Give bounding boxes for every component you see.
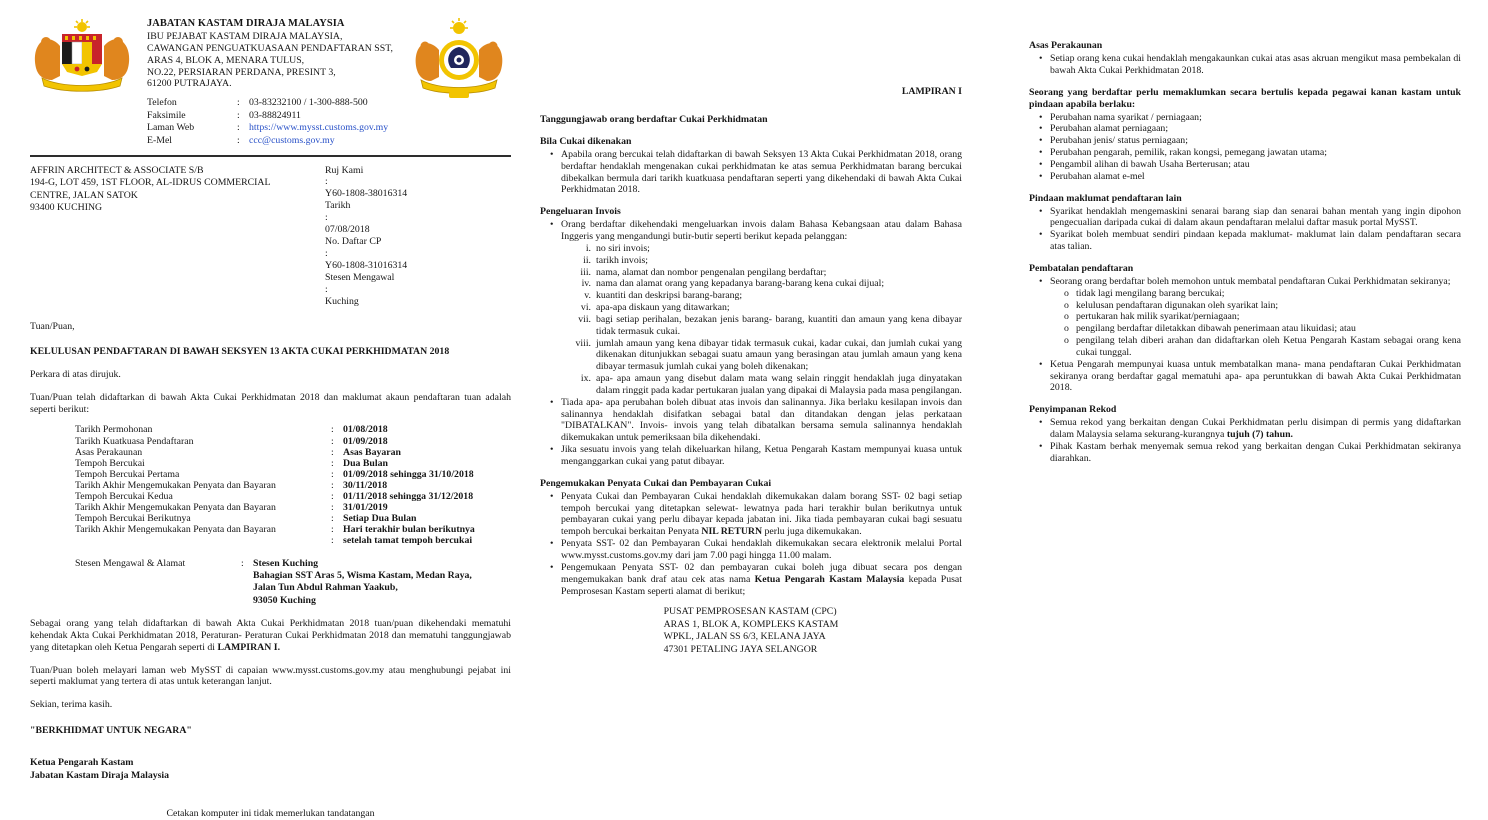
list-item bbox=[550, 149, 962, 196]
department-address bbox=[147, 31, 403, 91]
list-marker: • bbox=[1039, 147, 1043, 159]
letter-page bbox=[30, 0, 511, 820]
kv-label: E-Mel bbox=[147, 134, 173, 146]
list-item bbox=[1064, 288, 1461, 300]
text-line: 61200 PUTRAJAYA. bbox=[147, 78, 232, 90]
key-value-row bbox=[75, 436, 511, 447]
list-text: tarikh invois; bbox=[596, 254, 648, 266]
list-marker: • bbox=[1039, 170, 1043, 182]
list-text: Perubahan jenis/ status perniagaan; bbox=[1050, 135, 1188, 147]
kv-value-link[interactable]: ccc@customs.gov.my bbox=[249, 134, 335, 146]
key-value-row bbox=[75, 458, 511, 469]
kv-value: Y60-1808-31016314 bbox=[325, 260, 408, 271]
bullet-list bbox=[540, 149, 962, 196]
kv-label: No. Daftar CP bbox=[325, 236, 382, 248]
registration-details-table bbox=[75, 424, 511, 546]
kv-colon: : bbox=[331, 501, 334, 513]
kv-label: Telefon bbox=[147, 97, 177, 109]
kv-label: Tempoh Bercukai bbox=[75, 457, 145, 469]
list-marker: iv. bbox=[581, 278, 591, 290]
kv-colon: : bbox=[237, 109, 240, 121]
kv-label: Tarikh Akhir Mengemukakan Penyata dan Bayaran bbox=[75, 479, 276, 491]
key-value-row bbox=[75, 524, 511, 535]
list-text: Penyata SST- 02 dan Pembayaran Cukai hendaklah dikemukakan secara elektronik melalui Portal www.mysst.customs.gov.my dari jam 7.00 pagi hingga 11.00 malam. bbox=[561, 538, 962, 561]
list-text: Tiada apa- apa perubahan boleh dibuat atas invois dan salinannya. Jika berlaku kesilapan invois dan salinannya hendaklah disifatkan sebagai batal dan ditandakan dengan jelas perkataan "DIBATALKAN". Invois- invois yang telah dibatalkan bersama semula salinannya hendaklah dikemukakan untuk pemeriksaan bila dikehendaki. bbox=[561, 396, 962, 444]
text-line: NO.22, PERSIARAN PERDANA, PRESINT 3, bbox=[147, 66, 336, 78]
list-item bbox=[1064, 323, 1461, 335]
list-marker: vi. bbox=[580, 302, 591, 314]
letterhead-text bbox=[134, 18, 407, 148]
kv-colon: : bbox=[331, 435, 334, 447]
kv-label: Stesen Mengawal bbox=[325, 271, 395, 283]
list-item bbox=[1039, 206, 1461, 230]
list-text: pertukaran hak milik syarikat/perniagaan; bbox=[1076, 311, 1240, 323]
list-item bbox=[569, 278, 962, 290]
list-item bbox=[550, 219, 962, 397]
text-line: PUSAT PEMPROSESAN KASTAM (CPC) bbox=[663, 606, 837, 618]
list-item bbox=[1039, 441, 1461, 465]
text-line: 194-G, LOT 459, 1ST FLOOR, AL-IDRUS COMMERCIAL bbox=[30, 177, 271, 189]
list-marker: • bbox=[550, 396, 554, 408]
sub-list bbox=[561, 243, 962, 397]
section-when-tax bbox=[540, 136, 962, 196]
list-text: Setiap orang kena cukai hendaklah mengakaunkan cukai atas asas akruan mengikut masa pembekalan di bawah Akta Cukai Perkhidmatan 2018. bbox=[1050, 52, 1461, 76]
kv-value: 07/08/2018 bbox=[325, 224, 370, 236]
text-line: 93050 Kuching bbox=[253, 594, 316, 606]
kv-label: Tarikh Akhir Mengemukakan Penyata dan Bayaran bbox=[75, 524, 276, 535]
key-value-row bbox=[75, 469, 511, 480]
contact-table bbox=[147, 97, 403, 147]
key-value-row bbox=[325, 236, 511, 272]
kv-colon: : bbox=[237, 97, 240, 109]
list-marker: ix. bbox=[580, 373, 591, 385]
list-marker: • bbox=[1039, 417, 1043, 429]
bullet-list bbox=[540, 219, 962, 468]
paragraph-refer: Perkara di atas dirujuk. bbox=[30, 368, 121, 380]
key-value-row bbox=[325, 272, 511, 308]
addressee-block bbox=[30, 165, 325, 308]
list-text: apa-apa diskaun yang ditawarkan; bbox=[596, 302, 730, 314]
kv-label: Laman Web bbox=[147, 122, 195, 134]
list-marker: • bbox=[550, 490, 554, 502]
list-item bbox=[1039, 53, 1461, 77]
list-text: Apabila orang bercukai telah didaftarkan di bawah Seksyen 13 Akta Cukai Perkhidmatan 2018, orang berdaftar hendaklah mengenakan cukai perkhidmatan ke atas semua Perkhidmatan barang bercukai dibekalkan bermula dari tarikh kuatkuasa pendaftaran seperti yang dikehendaki di bawah Akta Cukai Perkhidmatan 2018. bbox=[561, 148, 962, 196]
kv-value: Hari terakhir bulan berikutnya bbox=[343, 524, 475, 535]
text-line: ARAS 1, BLOK A, KOMPLEKS KASTAM bbox=[663, 618, 839, 630]
list-text: Perubahan alamat perniagaan; bbox=[1050, 123, 1169, 135]
list-text: nama, alamat dan nombor pengenalan pengilang berdaftar; bbox=[596, 266, 827, 278]
section-cancellation bbox=[1029, 263, 1461, 394]
lampiran-label: LAMPIRAN I bbox=[901, 86, 962, 97]
salutation: Tuan/Puan, bbox=[30, 320, 75, 332]
station-label: Stesen Mengawal & Alamat bbox=[75, 558, 186, 570]
kv-value: 01/11/2018 sehingga 31/12/2018 bbox=[343, 490, 474, 502]
section-heading: Pindaan maklumat pendaftaran lain bbox=[1029, 192, 1182, 204]
kv-value: Setiap Dua Bulan bbox=[343, 512, 417, 524]
list-marker: • bbox=[1039, 135, 1043, 147]
list-item bbox=[569, 338, 962, 374]
list-item bbox=[550, 562, 962, 598]
section-accounting bbox=[1029, 40, 1461, 77]
slogan: "BERKHIDMAT UNTUK NEGARA" bbox=[30, 725, 192, 737]
kv-colon: : bbox=[325, 248, 328, 260]
list-text: Syarikat hendaklah mengemaskini senarai barang siap dan senarai bahan mentah yang ingin dipohon pengecualian daripada cukai di dalam akaun pendaftaran melalui daftar masuk portal MySST. bbox=[1050, 205, 1461, 229]
list-text: tidak lagi mengilang barang bercukai; bbox=[1076, 287, 1225, 299]
text-line: Jalan Tun Abdul Rahman Yaakub, bbox=[253, 582, 398, 594]
key-value-row bbox=[75, 491, 511, 502]
key-value-row bbox=[325, 200, 511, 236]
key-value-row bbox=[147, 97, 403, 110]
key-value-row bbox=[75, 535, 511, 546]
kv-value-link[interactable]: https://www.mysst.customs.gov.my bbox=[249, 122, 389, 134]
list-text: no siri invois; bbox=[596, 242, 650, 254]
list-text: nama dan alamat orang yang kepadanya barang-barang kena cukai dijual; bbox=[596, 278, 885, 290]
list-marker: o bbox=[1064, 311, 1069, 323]
kv-colon: : bbox=[331, 457, 334, 469]
list-text: Penyata Cukai dan Pembayaran Cukai hendaklah dikemukakan dalam borang SST- 02 bagi setiap tempoh bercukai yang ditetapkan selewat- lewatnya pada hari terakhir bulan berikutnya untuk pembayaran cukai yang perlu dibayar kepada jabatan ini. Jika tiada pembayaran cukai bagi sesuatu tempoh bercukai berkaitan Penyata NIL RETURN perlu juga dikemukakan. bbox=[561, 490, 962, 538]
list-marker: viii. bbox=[575, 337, 591, 349]
section-amendment bbox=[1029, 193, 1461, 253]
list-text: apa- apa amaun yang disebut dalam mata wang selain ringgit hendaklah juga dinyatakan dalam ringgit pada kadar pertukaran jualan yang dipakai di Malaysia pada masa pengilangan. bbox=[596, 373, 962, 396]
list-item bbox=[550, 444, 962, 468]
kv-value: 30/11/2018 bbox=[343, 479, 388, 491]
kv-value: 03-83232100 / 1-300-888-500 bbox=[249, 97, 368, 109]
key-value-row bbox=[147, 110, 403, 123]
list-text: Orang berdaftar dikehendaki mengeluarkan invois dalam Bahasa Kebangsaan atau dalam Bahasa Inggeris yang mengandungi butir-butir seperti berikut kepada pelanggan: i. no siri invois; ii. tarikh invois; iii. nama, alamat dan nombor pengenalan pengilang berdaftar; iv. nama dan alamat orang yang kepadanya barang-barang kena cukai dijual; v. kuantiti dan deskripsi barang-barang; vi. apa-apa diskaun yang ditawarkan; vii. bagi setiap perihalan, bezakan jenis barang- barang, kuantiti dan amaun yang kena dibayar tidak termasuk cukai. viii. jumlah amaun yang kena dibayar tidak termasuk cukai, kadar cukai, dan jumlah cukai yang dikenakan ditunjukkan sebagai suatu amaun yang berasingan atau jumlah amaun yang kena dibayar termasuk jumlah cukai yang boleh dikenakan; ix. apa- apa amaun yang disebut dalam mata wang selain ringgit hendaklah juga dinyatakan dalam ringgit pada kadar pertukaran jualan yang dipakai di Malaysia pada masa pengilangan. bbox=[561, 219, 962, 396]
kv-label: Tarikh Akhir Mengemukakan Penyata dan Bayaran bbox=[75, 501, 276, 513]
bullet-list bbox=[1029, 417, 1461, 464]
list-marker: • bbox=[1039, 275, 1043, 287]
signer-title: Ketua Pengarah Kastam bbox=[30, 757, 134, 769]
list-marker: • bbox=[1039, 229, 1043, 241]
kv-colon: : bbox=[237, 122, 240, 134]
list-marker: o bbox=[1064, 299, 1069, 311]
paragraph-comply: Sebagai orang yang telah didaftarkan di bawah Akta Cukai Perkhidmatan 2018 tuan/puan dikehendaki mematuhi kehendak Akta Cukai Perkhidmatan 2018, Peraturan- Peraturan Cukai Perkhidmatan 2018 dan mematuhi tanggungjawab yang ditetapkan oleh Ketua Pengarah seperti di LAMPIRAN I. bbox=[30, 617, 511, 653]
text-line: CENTRE, JALAN SATOK bbox=[30, 189, 138, 201]
section-invoice bbox=[540, 206, 962, 468]
kv-value: 03-88824911 bbox=[249, 109, 301, 121]
list-text: Seorang orang berdaftar boleh memohon untuk membatal pendaftaran Cukai Perkhidmatan sekiranya; o tidak lagi mengilang barang bercukai; o kelulusan pendaftaran digunakan oleh syarikat lain; o pertukaran hak milik syarikat/perniagaan; o pengilang berdaftar diletakkan dibawah penerimaan atau likuidasi; atau o pengilang telah diberi arahan dan didaftarkan oleh Ketua Pengarah Kastam sebagai orang kena cukai tunggal. bbox=[1050, 275, 1461, 358]
section-notify bbox=[1029, 87, 1461, 183]
station-colon: : bbox=[241, 558, 244, 570]
list-text: pengilang telah diberi arahan dan didaftarkan oleh Ketua Pengarah Kastam sebagai orang kena cukai tunggal. bbox=[1076, 335, 1461, 358]
list-item bbox=[569, 255, 962, 267]
lampiran-page-2 bbox=[1029, 0, 1461, 465]
list-item bbox=[1039, 417, 1461, 441]
kv-label: Tempoh Bercukai Pertama bbox=[75, 468, 180, 480]
list-marker: • bbox=[1039, 111, 1043, 123]
lampiran-title: Tanggungjawab orang berdaftar Cukai Perkhidmatan bbox=[540, 113, 768, 125]
list-marker: o bbox=[1064, 323, 1069, 335]
controlling-station-block bbox=[75, 558, 511, 607]
list-marker: • bbox=[1039, 52, 1043, 64]
kv-colon: : bbox=[325, 176, 328, 188]
list-text: kuantiti dan deskripsi barang-barang; bbox=[596, 290, 743, 302]
paragraph-website: Tuan/Puan boleh melayari laman web MySST di capaian www.mysst.customs.gov.my atau menghubungi pejabat ini seperti maklumat yang tertera di atas untuk keterangan lanjut. bbox=[30, 664, 511, 688]
list-marker: o bbox=[1064, 335, 1069, 347]
list-item bbox=[1064, 300, 1461, 312]
kv-colon: : bbox=[331, 468, 334, 480]
sub-list bbox=[1050, 288, 1461, 359]
kv-colon: : bbox=[331, 490, 334, 502]
kv-label: Tarikh bbox=[325, 200, 351, 212]
list-text: Pengemukaan Penyata SST- 02 dan pembayaran cukai boleh juga dibuat secara pos dengan mengemukakan bank draf atau cek atas nama Ketua Pengarah Kastam Malaysia kepada Pusat Pemprosesan Kastam seperti alamat di berikut; bbox=[561, 561, 963, 597]
list-text: Pengambil alihan di bawah Usaha Berterusan; atau bbox=[1050, 158, 1250, 170]
bullet-list bbox=[540, 491, 962, 598]
kv-value: Y60-1808-38016314 bbox=[325, 188, 408, 200]
list-item bbox=[569, 302, 962, 314]
text-line: CAWANGAN PENGUATKUASAAN PENDAFTARAN SST, bbox=[147, 42, 393, 54]
kv-label bbox=[75, 535, 331, 546]
kv-colon: : bbox=[331, 424, 334, 436]
list-marker: i. bbox=[585, 242, 591, 254]
list-marker: o bbox=[1064, 287, 1069, 299]
text-line: AFFRIN ARCHITECT & ASSOCIATE S/B bbox=[30, 164, 204, 176]
text-line: 47301 PETALING JAYA SELANGOR bbox=[663, 643, 818, 655]
list-item bbox=[1039, 359, 1461, 395]
list-text: Ketua Pengarah mempunyai kuasa untuk membatalkan mana- mana pendaftaran Cukai Perkhidmatan sekiranya orang berdaftar gagal mematuhi apa- apa peruntukkan di bawah Akta Cukai Perkhidmatan 2018. bbox=[1050, 358, 1461, 394]
section-records bbox=[1029, 404, 1461, 464]
list-text: pengilang berdaftar diletakkan dibawah penerimaan atau likuidasi; atau bbox=[1076, 323, 1356, 335]
kv-colon: : bbox=[331, 512, 334, 524]
list-item bbox=[569, 290, 962, 302]
kv-colon: : bbox=[325, 283, 328, 295]
key-value-row bbox=[325, 165, 511, 201]
kv-label: Asas Perakaunan bbox=[75, 446, 143, 458]
key-value-row bbox=[75, 447, 511, 458]
lampiran-page-1 bbox=[540, 0, 962, 657]
kv-value: setelah tamat tempoh bercukai bbox=[343, 535, 473, 547]
kv-label: Tarikh Kuatkuasa Pendaftaran bbox=[75, 435, 194, 447]
list-item bbox=[1039, 135, 1461, 147]
list-marker: v. bbox=[584, 290, 591, 302]
list-item bbox=[1064, 335, 1461, 359]
bullet-list bbox=[1029, 112, 1461, 183]
list-text: Pihak Kastam berhak menyemak semua rekod yang berkaitan dengan Cukai Perkhidmatan sekiranya diarahkan. bbox=[1050, 440, 1461, 464]
section-heading: Bila Cukai dikenakan bbox=[540, 135, 632, 147]
kv-value: 01/09/2018 sehingga 31/10/2018 bbox=[343, 468, 474, 480]
section-heading: Pembatalan pendaftaran bbox=[1029, 262, 1134, 274]
bullet-list bbox=[1029, 276, 1461, 394]
list-item bbox=[569, 373, 962, 397]
list-item bbox=[569, 243, 962, 255]
list-text: kelulusan pendaftaran digunakan oleh syarikat lain; bbox=[1076, 299, 1279, 311]
computer-generated-note: Cetakan komputer ini tidak memerlukan tandatangan bbox=[166, 807, 375, 819]
text-line: WPKL, JALAN SS 6/3, KELANA JAYA bbox=[663, 631, 826, 643]
list-marker: iii. bbox=[580, 266, 591, 278]
list-item bbox=[550, 397, 962, 444]
text-line: Bahagian SST Aras 5, Wisma Kastam, Medan Raya, bbox=[253, 570, 472, 582]
list-item bbox=[1039, 147, 1461, 159]
list-marker: • bbox=[1039, 158, 1043, 170]
list-item bbox=[1064, 311, 1461, 323]
kv-label: Tempoh Bercukai Berikutnya bbox=[75, 512, 191, 524]
list-item bbox=[569, 314, 962, 338]
malaysia-coat-of-arms-icon bbox=[30, 18, 134, 94]
section-heading: Pengeluaran Invois bbox=[540, 206, 621, 218]
list-item bbox=[1039, 112, 1461, 124]
list-item bbox=[1039, 171, 1461, 183]
cpc-address-block bbox=[664, 606, 839, 656]
list-item bbox=[569, 267, 962, 279]
kv-value: Kuching bbox=[325, 295, 359, 307]
list-marker: • bbox=[550, 561, 554, 573]
text-line: ARAS 4, BLOK A, MENARA TULUS, bbox=[147, 54, 305, 66]
kv-colon: : bbox=[331, 524, 334, 535]
kv-value: Dua Bulan bbox=[343, 457, 388, 469]
kv-value: Asas Bayaran bbox=[343, 446, 401, 458]
section-heading: Seorang yang berdaftar perlu memaklumkan secara bertulis kepada pegawai kanan kastam untuk pindaan apabila berlaku: bbox=[1029, 86, 1461, 110]
list-marker: vii. bbox=[578, 313, 591, 325]
signer-organization: Jabatan Kastam Diraja Malaysia bbox=[30, 769, 170, 781]
text-line: Stesen Kuching bbox=[253, 558, 319, 570]
list-marker: ii. bbox=[583, 254, 591, 266]
list-item bbox=[1039, 229, 1461, 253]
kv-colon: : bbox=[331, 479, 334, 491]
list-text: Syarikat boleh membuat sendiri pindaan kepada maklumat- maklumat lain dalam pendaftaran secara atas talian. bbox=[1050, 229, 1461, 253]
section-heading: Asas Perakaunan bbox=[1029, 40, 1103, 51]
bullet-list bbox=[1029, 53, 1461, 77]
kv-value: 01/08/2018 bbox=[343, 424, 388, 436]
key-value-row bbox=[147, 122, 403, 135]
list-item bbox=[1039, 123, 1461, 135]
kv-label: Tempoh Bercukai Kedua bbox=[75, 490, 173, 502]
kv-label: Ruj Kami bbox=[325, 164, 364, 176]
list-marker: • bbox=[550, 148, 554, 160]
paragraph-registered: Tuan/Puan telah didaftarkan di bawah Akta Cukai Perkhidmatan 2018 dan maklumat akaun pendaftaran tuan adalah seperti berikut: bbox=[30, 391, 511, 415]
key-value-row bbox=[75, 480, 511, 491]
section-heading: Pengemukakan Penyata Cukai dan Pembayaran Cukai bbox=[540, 477, 772, 489]
list-item bbox=[550, 491, 962, 538]
list-marker: • bbox=[1039, 123, 1043, 135]
letterhead bbox=[30, 18, 511, 148]
list-text: jumlah amaun yang kena dibayar tidak termasuk cukai, kadar cukai, dan jumlah cukai yang dikenakan ditunjukkan sebagai suatu amaun yang berasingan atau jumlah amaun yang kena dibayar termasuk jumlah cukai yang boleh dikenakan; bbox=[596, 337, 962, 373]
kv-value: 31/01/2019 bbox=[343, 501, 388, 513]
kv-label: Faksimile bbox=[147, 109, 186, 121]
subject-title: KELULUSAN PENDAFTARAN DI BAWAH SEKSYEN 13 AKTA CUKAI PERKHIDMATAN 2018 bbox=[30, 345, 450, 357]
key-value-row bbox=[75, 502, 511, 513]
department-name: JABATAN KASTAM DIRAJA MALAYSIA bbox=[147, 18, 345, 29]
kv-value: 01/09/2018 bbox=[343, 435, 388, 447]
list-item bbox=[550, 538, 962, 562]
list-item bbox=[1039, 159, 1461, 171]
list-text: Perubahan alamat e-mel bbox=[1050, 170, 1145, 182]
text-line: 93400 KUCHING bbox=[30, 202, 103, 214]
kv-label: Tarikh Permohonan bbox=[75, 424, 153, 436]
list-text: Jika sesuatu invois yang telah dikeluarkan hilang, Ketua Pengarah Kastam mempunyai kuasa untuk menganggarkan cukai yang patut dibayar. bbox=[561, 444, 962, 467]
list-text: Perubahan pengarah, pemilik, rakan kongsi, pemegang jawatan utama; bbox=[1050, 147, 1327, 159]
kastam-diraja-malaysia-emblem-icon bbox=[407, 18, 511, 102]
key-value-row bbox=[147, 135, 403, 148]
reference-table bbox=[325, 165, 511, 308]
list-text: Semua rekod yang berkaitan dengan Cukai Perkhidmatan perlu disimpan di permis yang didaftarkan dalam Malaysia selama sekurang-kurangnya tujuh (7) tahun. bbox=[1050, 417, 1461, 441]
key-value-row bbox=[75, 513, 511, 524]
letterhead-divider bbox=[30, 155, 511, 157]
kv-colon: : bbox=[237, 134, 240, 146]
key-value-row bbox=[75, 424, 511, 435]
section-heading: Penyimpanan Rekod bbox=[1029, 404, 1117, 416]
station-address bbox=[253, 558, 511, 607]
kv-colon: : bbox=[331, 446, 334, 458]
text-line: IBU PEJABAT KASTAM DIRAJA MALAYSIA, bbox=[147, 30, 343, 42]
bullet-list bbox=[1029, 206, 1461, 253]
list-text: bagi setiap perihalan, bezakan jenis barang- barang, kuantiti dan amaun yang kena dibayar tidak termasuk cukai. bbox=[596, 313, 962, 337]
paragraph-thanks: Sekian, terima kasih. bbox=[30, 699, 113, 711]
list-marker: • bbox=[550, 538, 554, 550]
list-marker: • bbox=[1039, 358, 1043, 370]
list-text: Perubahan nama syarikat / perniagaan; bbox=[1050, 111, 1202, 123]
list-marker: • bbox=[550, 444, 554, 456]
kv-colon: : bbox=[325, 212, 328, 224]
list-marker: • bbox=[1039, 440, 1043, 452]
list-marker: • bbox=[550, 219, 554, 231]
section-returns bbox=[540, 478, 962, 598]
signature-block bbox=[30, 757, 511, 782]
kv-colon: : bbox=[331, 535, 334, 547]
list-marker: • bbox=[1039, 205, 1043, 217]
list-item bbox=[1039, 276, 1461, 359]
